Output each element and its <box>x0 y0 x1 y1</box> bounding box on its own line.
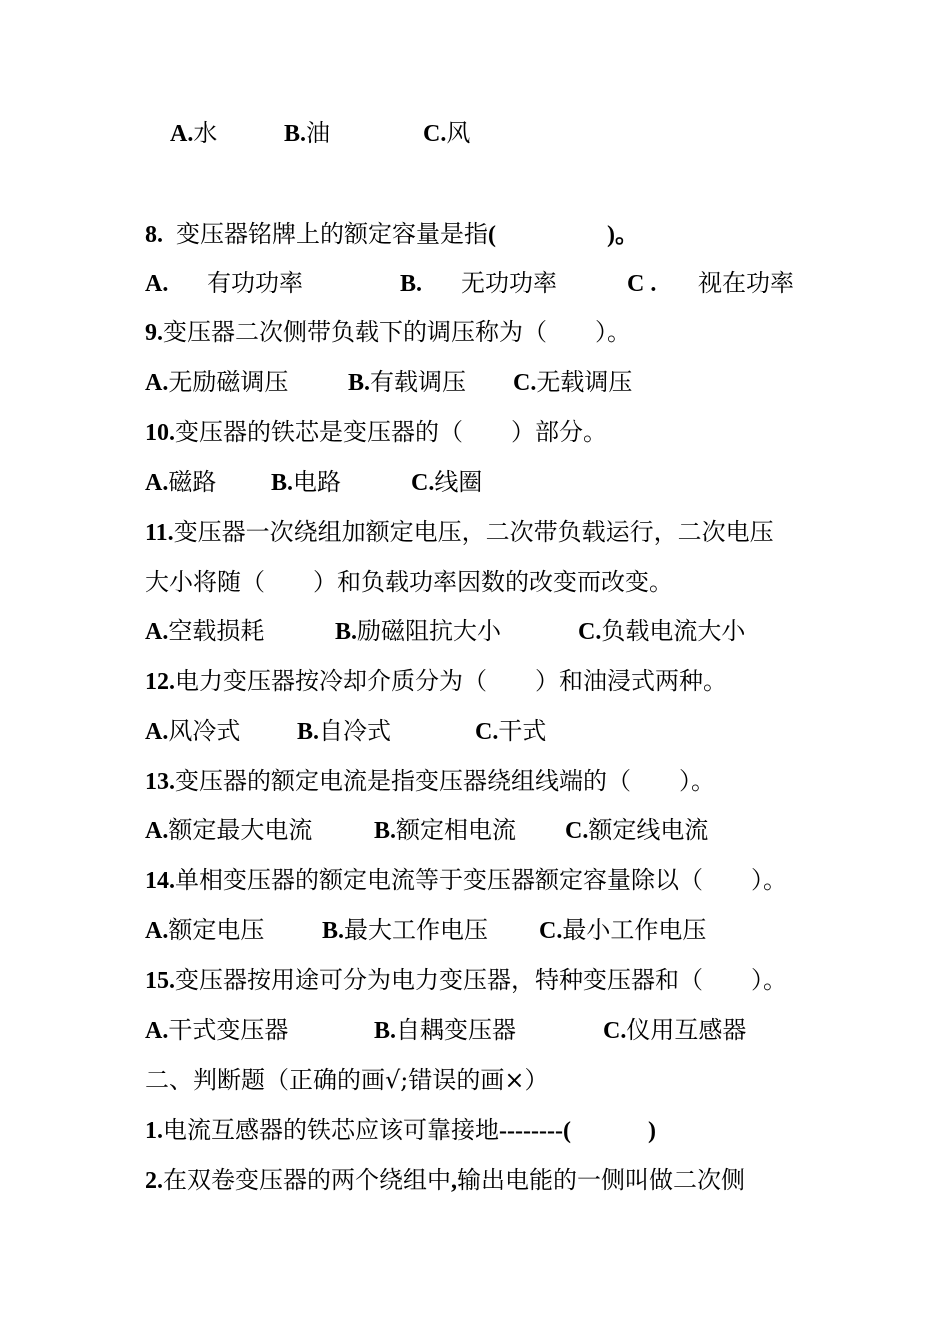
option-a: 有功功率 <box>207 269 303 297</box>
question-text: 2.在双卷变压器的两个绕组中,输出电能的一侧叫做二次侧 <box>145 1166 745 1194</box>
option-b: B.有载调压 <box>348 368 467 396</box>
question-text: 12.电力变压器按冷却介质分为（ ）和油浸式两种。 <box>145 667 727 695</box>
option-a: A.干式变压器 <box>145 1016 289 1044</box>
option-c: C.负载电流大小 <box>578 617 746 645</box>
question-text: 10.变压器的铁芯是变压器的（ ）部分。 <box>145 418 607 446</box>
option-a: A.磁路 <box>145 468 217 496</box>
option-c: C.无载调压 <box>513 368 633 396</box>
question-text: 15.变压器按用途可分为电力变压器，特种变压器和（ ）。 <box>145 966 787 994</box>
option-b: B.自耦变压器 <box>374 1016 517 1044</box>
answer-blank-close: ) <box>648 1118 656 1144</box>
option-a: A.水 <box>170 119 218 147</box>
option-b: B.励磁阻抗大小 <box>335 617 502 645</box>
question-number: 8. <box>145 222 163 248</box>
option-a-letter: A. <box>145 271 169 297</box>
option-a: A.额定最大电流 <box>145 816 313 844</box>
option-c-letter: C . <box>627 271 657 297</box>
question-text: 13.变压器的额定电流是指变压器绕组线端的（ ）。 <box>145 767 715 795</box>
option-b: B.油 <box>284 119 331 147</box>
option-a: A.无励磁调压 <box>145 368 289 396</box>
option-a: A.额定电压 <box>145 916 265 944</box>
option-a: A.风冷式 <box>145 717 241 745</box>
option-c: C.仪用互感器 <box>603 1016 747 1044</box>
question-text: 11.变压器一次绕组加额定电压，二次带负载运行，二次电压 <box>145 518 774 546</box>
option-b: 无功功率 <box>461 269 557 297</box>
option-b: B.自冷式 <box>297 717 392 745</box>
option-c: C.线圈 <box>411 468 483 496</box>
question-text: 1.电流互感器的铁芯应该可靠接地--------( <box>145 1116 571 1144</box>
option-b-letter: B. <box>400 271 423 297</box>
option-c: C.最小工作电压 <box>539 916 707 944</box>
question-text: 大小将随（ ）和负载功率因数的改变而改变。 <box>145 568 673 596</box>
option-b: B.最大工作电压 <box>322 916 489 944</box>
option-b: B.电路 <box>271 468 342 496</box>
section-heading-text: 二、判断题（正确的画√;错误的画×） <box>145 1066 549 1094</box>
option-c: C.风 <box>423 119 471 147</box>
option-c: 视在功率 <box>698 269 794 297</box>
question-text: 9.变压器二次侧带负载下的调压称为（ ）。 <box>145 318 631 346</box>
option-b: B.额定相电流 <box>374 816 517 844</box>
option-c: C.额定线电流 <box>565 816 709 844</box>
question-text: 变压器铭牌上的额定容量是指( <box>176 220 496 248</box>
question-text: 14.单相变压器的额定电流等于变压器额定容量除以（ ）。 <box>145 866 787 894</box>
option-a: A.空载损耗 <box>145 617 265 645</box>
question-blank-close: )。 <box>607 222 639 248</box>
option-c: C.干式 <box>475 717 547 745</box>
